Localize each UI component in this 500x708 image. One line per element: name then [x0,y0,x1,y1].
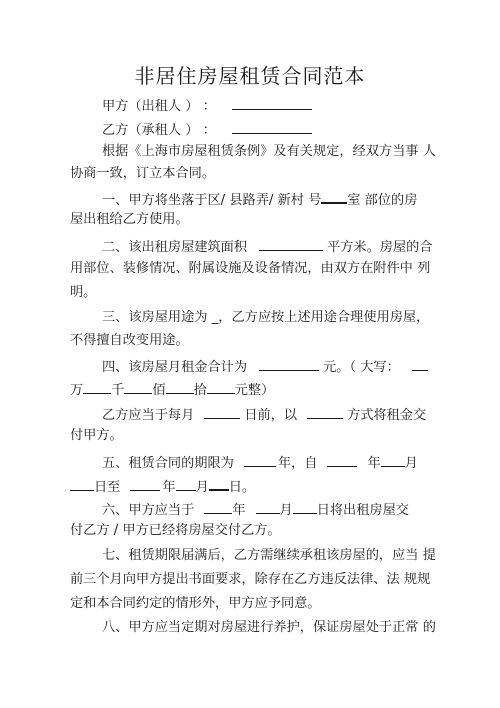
clause-2-line-3: 明。 [70,285,97,300]
clause-6-line-1: 六、甲方应当于 年 月 日将出租房屋交 [102,500,409,519]
clause-6-line-2: 付乙方 / 甲方已经将房屋交付乙方。 [70,523,281,538]
rent-blank [259,357,319,371]
clause-1-line-1: 一、甲方将坐落于区/ 县路弄/ 新村 号 室 部位的房 [102,189,417,209]
clause-4-line-2: 万 千 佰 拾 元整） [70,380,274,399]
clause-7-line-1: 七、租赁期限届满后，乙方需继续承租该房屋的，应当 提 [102,548,436,563]
clause-2-line-2: 用部位、装修情况、附属设施及设备情况，由双方在附件中 列 [70,261,431,276]
area-blank [259,237,323,251]
party-a-label: 甲方（出租人 ） ： [102,99,216,114]
clause-4-line-1: 四、该房屋月租金合计为 元。（ 大写： [102,357,428,376]
clause-5-line-1: 五、租赁合同的期限为 年，自 年 月 [102,453,418,472]
clause-3-line-1: 三、该房屋用途为 _，乙方应按上述用途合理使用房屋， [102,310,430,325]
clause-1-line-2: 屋出租给乙方使用。 [70,212,189,227]
clause-8-line-1: 八、甲方应当定期对房屋进行养护，保证房屋处于正常 的 [102,620,436,635]
clause-7-line-2: 前三个月向甲方提出书面要求，除存在乙方违反法律、法 规规 [70,572,431,587]
clause-4b-line-2: 付甲方。 [70,428,123,443]
clause-5-line-2: 日至 年 月 日。 [70,476,255,496]
party-b-label: 乙方（承租人 ） ： [102,123,216,138]
clause-3-line-2: 不得擅自改变用途。 [70,333,189,348]
document-title: 非居住房屋租赁合同范本 [134,64,366,88]
clause-4b-line-1: 乙方应当于每月 日前，以 方式将租金交 [102,405,426,424]
party-a-blank [232,96,312,110]
intro-line-2: 协商一致，订立本合同。 [70,166,216,181]
clause-1-blank [321,189,347,204]
clause-7-line-3: 定和本合同约定的情形外，甲方应予同意。 [70,596,321,611]
clause-2-line-1: 二、该出租房屋建筑面积 平方米。房屋的合 [102,237,433,256]
party-b-line [102,120,312,139]
intro-line-1: 根据《上海市房屋租赁条例》及有关规定，经双方当事 人 [102,144,436,159]
party-a-line [102,96,312,115]
party-b-blank [232,120,312,134]
